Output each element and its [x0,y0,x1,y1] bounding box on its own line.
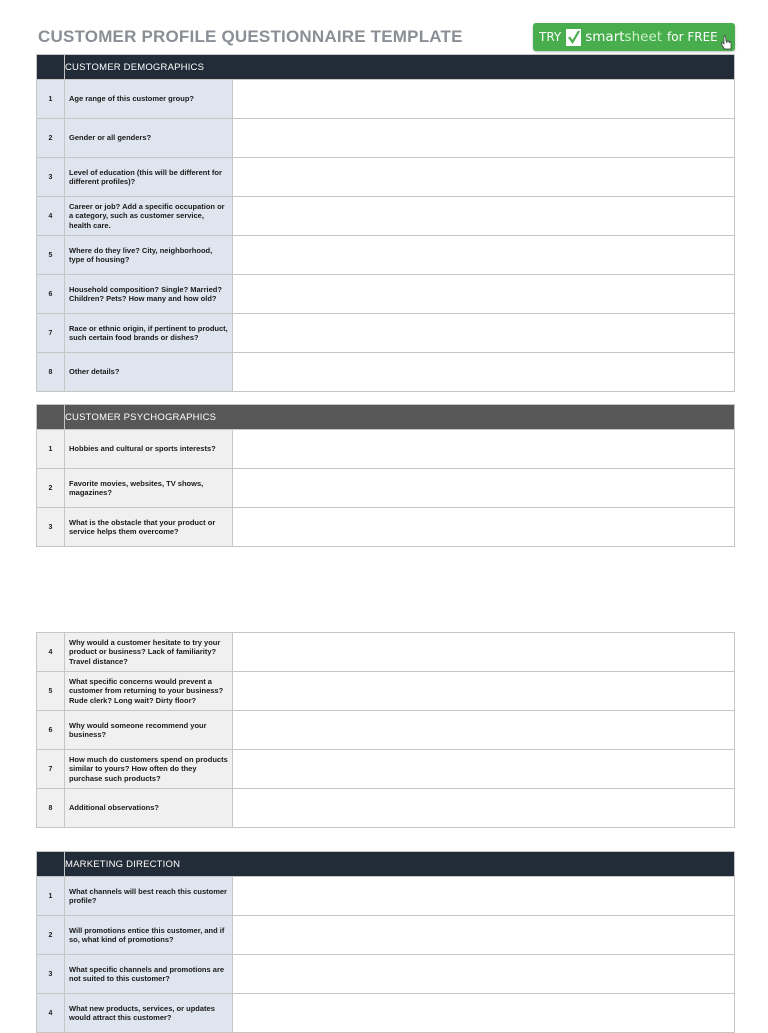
row-number: 4 [37,633,65,672]
row-number: 2 [37,119,65,158]
row-number: 5 [37,236,65,275]
table-row [37,158,735,197]
question-text: Household composition? Single? Married? Children? Pets? How many and how old? [65,275,233,314]
row-number: 6 [37,275,65,314]
question-text: Why would someone recommend your business? [65,711,233,750]
answer-field[interactable] [233,314,735,353]
question-text: What new products, services, or updates would attract this customer? [65,994,233,1033]
table-row [37,508,735,547]
row-number: 3 [37,508,65,547]
question-text: Level of education (this will be different for different profiles)? [65,158,233,197]
question-text: What specific channels and promotions are not suited to this customer? [65,955,233,994]
row-number: 7 [37,314,65,353]
row-number: 1 [37,877,65,916]
question-text: Where do they live? City, neighborhood, type of housing? [65,236,233,275]
question-text: Hobbies and cultural or sports interests? [65,430,233,469]
section-header: MARKETING DIRECTION [65,852,735,877]
header-spacer [37,55,65,80]
answer-field[interactable] [233,955,735,994]
row-number: 3 [37,955,65,994]
smartsheet-logo-icon [566,29,581,46]
answer-field[interactable] [233,469,735,508]
row-number: 1 [37,430,65,469]
question-text: What specific concerns would prevent a customer from returning to your business? Rude clerk? Long wait? Dirty floor? [65,672,233,711]
row-number: 8 [37,353,65,392]
question-text: Why would a customer hesitate to try your product or business? Lack of familiarity? Travel distance? [65,633,233,672]
header-spacer [37,405,65,430]
psychographics-table [36,404,735,547]
row-number: 2 [37,469,65,508]
answer-field[interactable] [233,158,735,197]
table-row [37,877,735,916]
answer-field[interactable] [233,197,735,236]
table-row [37,955,735,994]
try-smartsheet-button[interactable] [533,23,735,51]
section-header: CUSTOMER PSYCHOGRAPHICS [65,405,735,430]
table-row [37,197,735,236]
answer-field[interactable] [233,789,735,828]
row-number: 8 [37,789,65,828]
question-text: Age range of this customer group? [65,80,233,119]
table-row [37,633,735,672]
row-number: 2 [37,916,65,955]
answer-field[interactable] [233,672,735,711]
table-row [37,750,735,789]
answer-field[interactable] [233,633,735,672]
question-text: Gender or all genders? [65,119,233,158]
answer-field[interactable] [233,877,735,916]
question-text: What is the obstacle that your product or service helps them overcome? [65,508,233,547]
question-text: Career or job? Add a specific occupation or a category, such as customer service, health care. [65,197,233,236]
answer-field[interactable] [233,275,735,314]
psychographics-continued-table [36,632,735,828]
table-row [37,430,735,469]
table-row [37,672,735,711]
question-text: Additional observations? [65,789,233,828]
answer-field[interactable] [233,711,735,750]
row-number: 3 [37,158,65,197]
answer-field[interactable] [233,236,735,275]
question-text: Other details? [65,353,233,392]
answer-field[interactable] [233,119,735,158]
table-row [37,916,735,955]
table-row [37,711,735,750]
question-text: Race or ethnic origin, if pertinent to product, such certain food brands or dishes? [65,314,233,353]
row-number: 6 [37,711,65,750]
answer-field[interactable] [233,353,735,392]
table-row [37,275,735,314]
row-number: 5 [37,672,65,711]
row-number: 1 [37,80,65,119]
section-header: CUSTOMER DEMOGRAPHICS [65,55,735,80]
question-text: How much do customers spend on products similar to yours? How often do they purchase such products? [65,750,233,789]
hand-cursor-icon [719,35,733,54]
page-title: CUSTOMER PROFILE QUESTIONNAIRE TEMPLATE [38,27,463,46]
table-row [37,789,735,828]
promo-free-text: for FREE [667,30,718,44]
question-text: Will promotions entice this customer, and if so, what kind of promotions? [65,916,233,955]
answer-field[interactable] [233,80,735,119]
row-number: 4 [37,994,65,1033]
promo-try-text: TRY [539,30,562,44]
answer-field[interactable] [233,916,735,955]
table-row [37,353,735,392]
table-row [37,994,735,1033]
header-spacer [37,852,65,877]
row-number: 7 [37,750,65,789]
question-text: Favorite movies, websites, TV shows, magazines? [65,469,233,508]
table-row [37,119,735,158]
answer-field[interactable] [233,508,735,547]
promo-brand: smartsheet [585,29,663,45]
table-row [37,236,735,275]
table-row [37,80,735,119]
answer-field[interactable] [233,994,735,1033]
question-text: What channels will best reach this customer profile? [65,877,233,916]
table-row [37,314,735,353]
table-row [37,469,735,508]
row-number: 4 [37,197,65,236]
marketing-table [36,851,735,1033]
demographics-table [36,54,735,392]
answer-field[interactable] [233,750,735,789]
answer-field[interactable] [233,430,735,469]
